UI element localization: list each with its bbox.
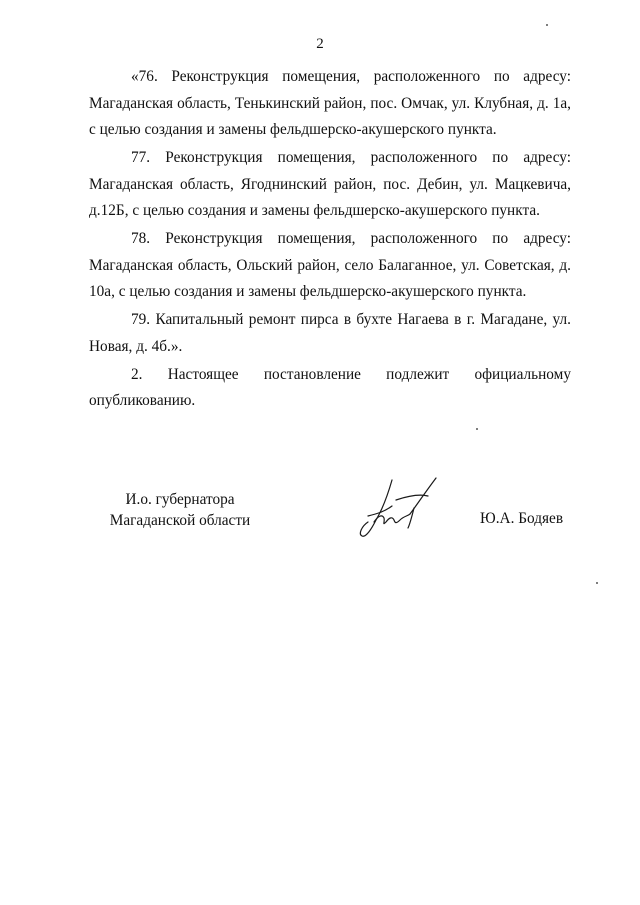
scan-speck <box>546 24 548 26</box>
document-body <box>89 64 571 416</box>
paragraph-item-76: «76. Реконструкция помещения, расположенного по адресу: Магаданская область, Тенькинский район, пос. Омчак, ул. Клубная, д. 1а, с целью создания и замены фельдшерско-акушерского пункта. <box>89 68 571 138</box>
scan-speck <box>596 582 598 584</box>
scan-speck <box>476 428 478 430</box>
page-number: 2 <box>316 36 324 52</box>
paragraph-item-78: 78. Реконструкция помещения, расположенного по адресу: Магаданская область, Ольский район, село Балаганное, ул. Советская, д. 10а, с целью создания и замены фельдшерско-акушерского пункта. <box>89 230 571 300</box>
signatory-title-line1: И.о. губернатора <box>125 491 235 508</box>
paragraph-publication-clause: 2. Настоящее постановление подлежит официальному опубликованию. <box>89 365 571 409</box>
paragraph-item-79: 79. Капитальный ремонт пирса в бухте Нагаева в г. Магадане, ул. Новая, д. 4б.». <box>89 311 571 355</box>
handwritten-signature <box>352 466 442 546</box>
paragraph-item-77: 77. Реконструкция помещения, расположенного по адресу: Магаданская область, Ягоднинский район, пос. Дебин, ул. Мацкевича, д.12Б, с целью создания и замены фельдшерско-акушерского пункта. <box>89 149 571 219</box>
signatory-title-line2: Магаданской области <box>109 512 251 529</box>
signatory-title <box>95 489 265 531</box>
signatory-name: Ю.А. Бодяев <box>480 510 564 527</box>
